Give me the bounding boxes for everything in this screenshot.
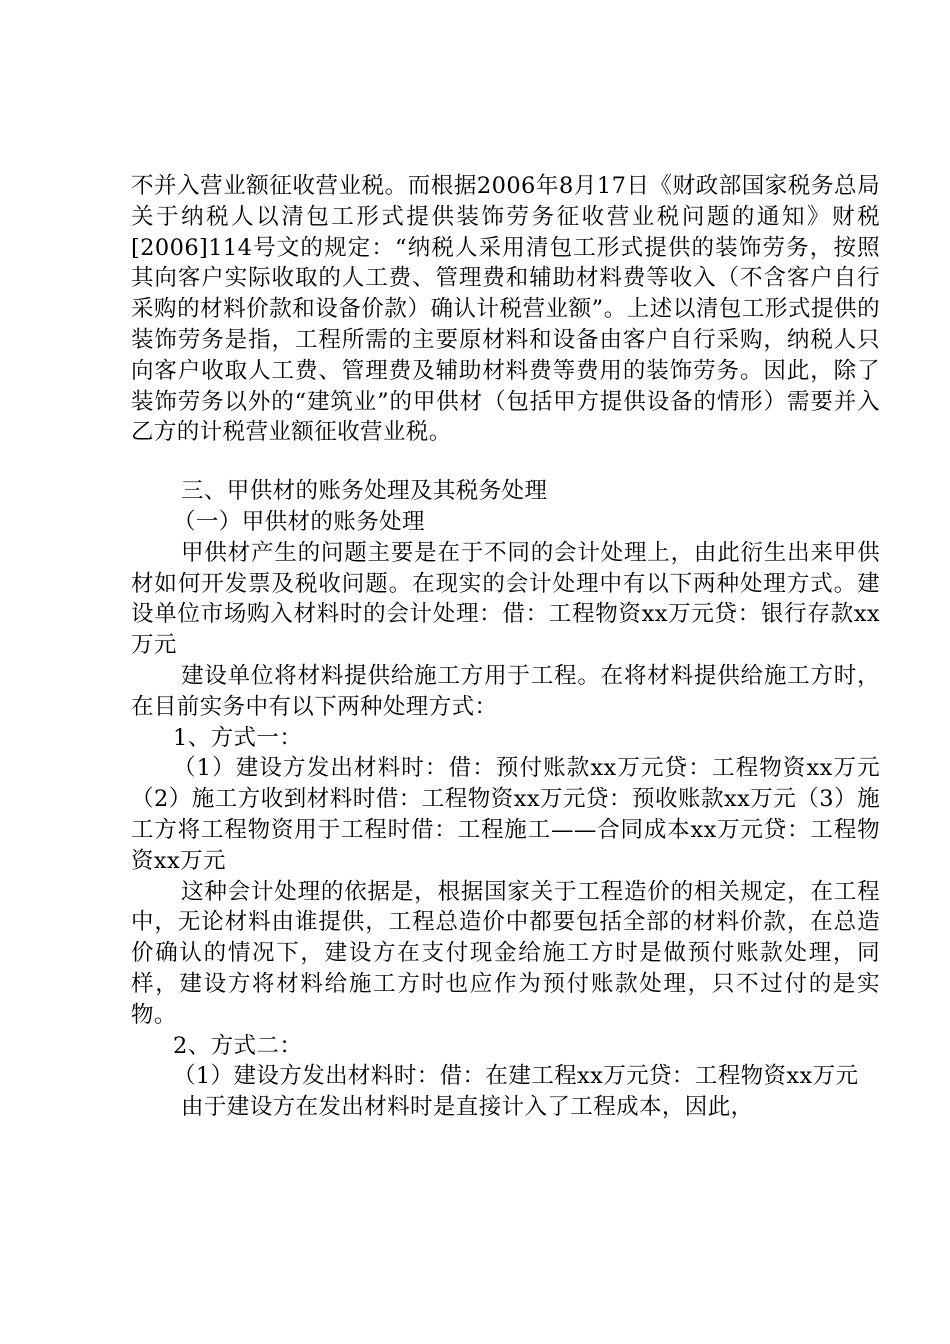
method-two-entries: （1）建设方发出材料时：借：在建工程xx万元贷：工程物资xx万元 bbox=[173, 1063, 859, 1090]
paragraph-material-supply: 建设单位将材料提供给施工方用于工程。在将材料提供给施工方时，在目前实务中有以下两种处理方式： bbox=[131, 662, 880, 720]
method-two-heading: 2、方式二： bbox=[173, 1032, 303, 1059]
paragraph-accounting-intro: 甲供材产生的问题主要是在于不同的会计处理上，由此衍生出来甲供材如何开发票及税收问题。在现实的会计处理中有以下两种处理方式。建设单位市场购入材料时的会计处理：借：工程物资xx万元贷：银行存款xx万元 bbox=[131, 539, 880, 659]
method-one-heading: 1、方式一： bbox=[173, 724, 303, 751]
paragraph-method-two-basis: 由于建设方在发出材料时是直接计入了工程成本，因此， bbox=[181, 1094, 754, 1121]
subsection-heading-1: （一）甲供材的账务处理 bbox=[173, 508, 425, 535]
section-heading-3: 三、甲供材的账务处理及其税务处理 bbox=[181, 478, 548, 505]
method-one-entries: （1）建设方发出材料时：借：预付账款xx万元贷：工程物资xx万元（2）施工方收到材料时借：工程物资xx万元贷：预收账款xx万元（3）施工方将工程物资用于工程时借：工程施工——合同成本xx万元贷：工程物资xx万元 bbox=[131, 755, 880, 874]
paragraph-method-one-basis: 这种会计处理的依据是，根据国家关于工程造价的相关规定，在工程中，无论材料由谁提供，工程总造价中都要包括全部的材料价款，在总造价确认的情况下，建设方在支付现金给施工方时是做预付账款处理，同样，建设方将材料给施工方时也应作为预付账款处理，只不过付的是实物。 bbox=[131, 878, 880, 1028]
paragraph-business-tax: 不并入营业额征收营业税。而根据2006年8月17日《财政部国家税务总局关于纳税人以清包工形式提供装饰劳务征收营业税问题的通知》财税[2006]114号文的规定：“纳税人采用清包工形式提供的装饰劳务，按照其向客户实际收取的人工费、管理费和辅助材料费等收入（不含客户自行采购的材料价款和设备价款）确认计税营业额”。上述以清包工形式提供的装饰劳务是指，工程所需的主要原材料和设备由客户自行采购，纳税人只向客户收取人工费、管理费及辅助材料费等费用的装饰劳务。因此，除了装饰劳务以外的“建筑业”的甲供材（包括甲方提供设备的情形）需要并入乙方的计税营业额征收营业税。 bbox=[131, 173, 880, 446]
